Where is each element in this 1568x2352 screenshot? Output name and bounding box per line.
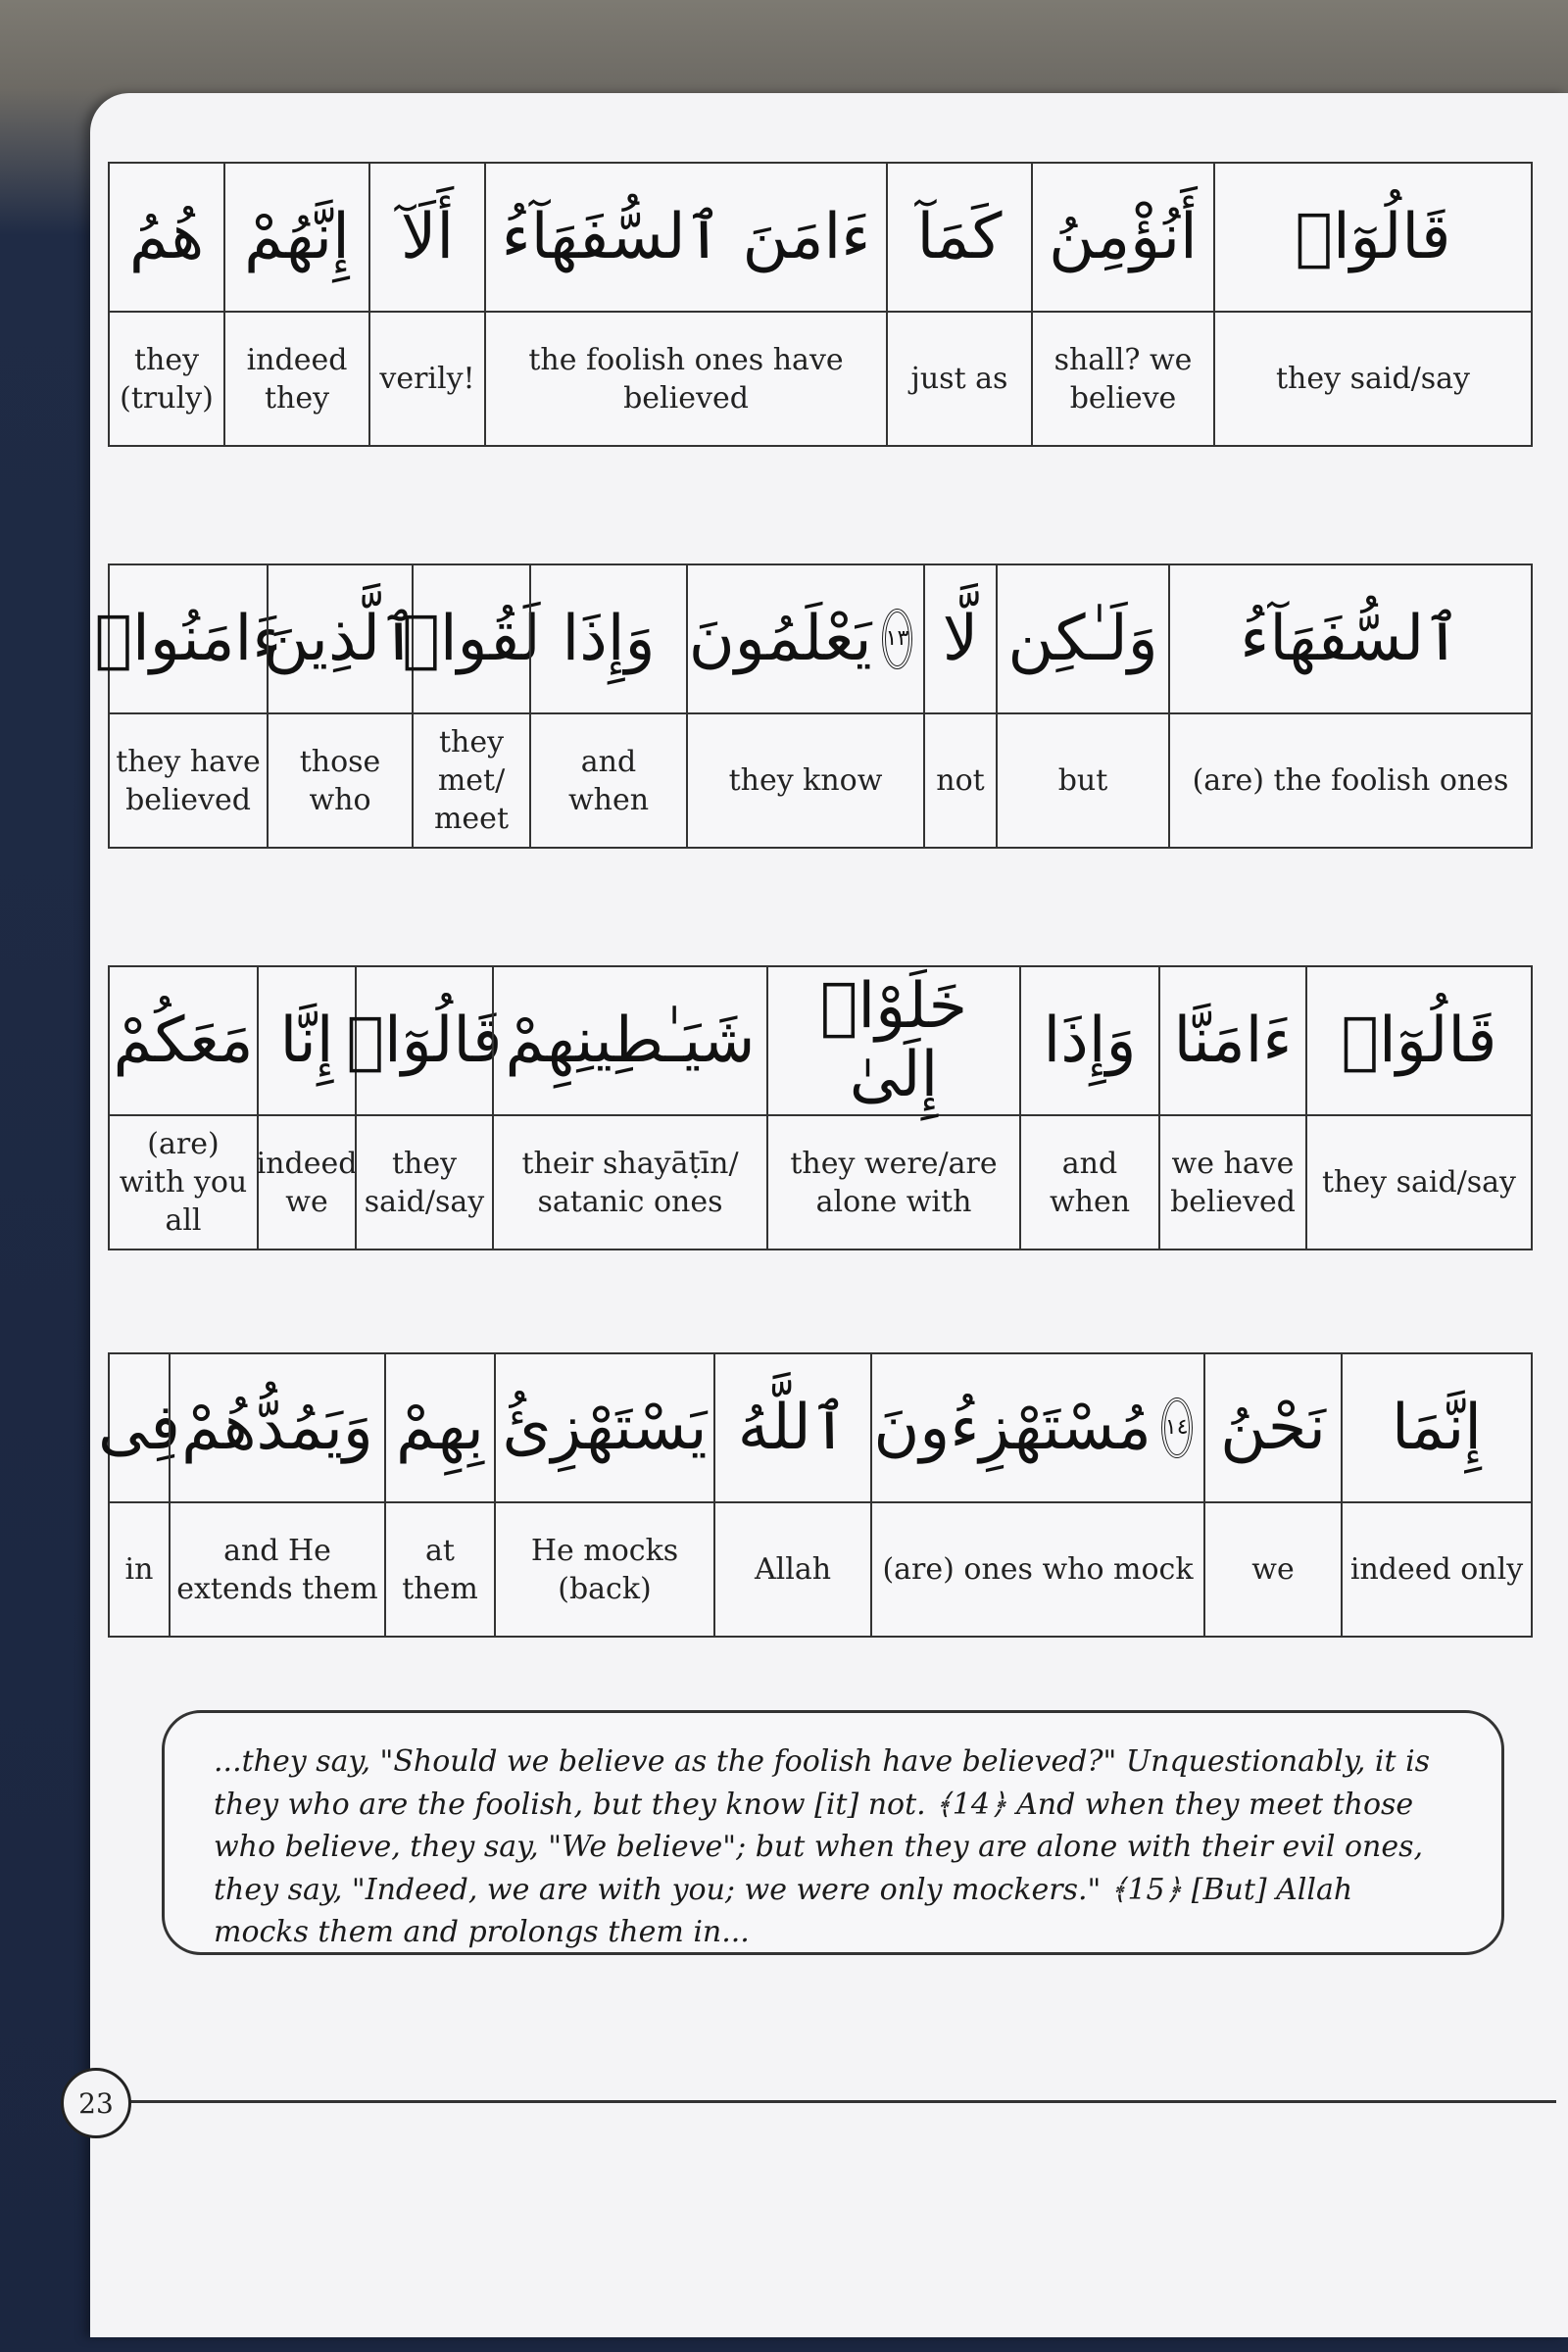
english-gloss: but [996, 714, 1168, 847]
arabic-word: لَقُوا۟ [412, 565, 529, 712]
english-gloss: He mocks (back) [494, 1503, 713, 1636]
verse-number-marker: ١٣ [882, 609, 913, 669]
arabic-word: بِهِمْ [384, 1354, 494, 1501]
arabic-word: مَعَكُمْ [113, 1004, 254, 1077]
english-gloss: they said/say [1305, 1116, 1531, 1249]
english-row [110, 313, 1531, 445]
footer-rule [125, 2100, 1556, 2103]
english-gloss: and when [529, 714, 686, 847]
arabic-word: إِنَّا [257, 967, 355, 1114]
english-gloss: indeed only [1341, 1503, 1531, 1636]
word-table-2 [94, 564, 1533, 849]
english-gloss: we have believed [1158, 1116, 1305, 1249]
arabic-word: مُسْتَهْزِءُونَ [873, 1391, 1152, 1464]
arabic-word: قَالُوٓا۟ [355, 967, 492, 1114]
english-gloss: indeed we [257, 1116, 355, 1249]
english-gloss: we [1203, 1503, 1341, 1636]
arabic-word: وَيَمُدُّهُمْ [169, 1354, 384, 1501]
arabic-word: ٱلَّذِينَ [267, 565, 412, 712]
arabic-word: ٱللَّهُ [713, 1354, 870, 1501]
arabic-word: قَالُوٓا۟ [1213, 164, 1531, 311]
arabic-word: فِى [98, 1391, 180, 1464]
arabic-word: هُمُ [128, 200, 205, 273]
word-table-1 [108, 162, 1533, 447]
english-row [110, 714, 1531, 847]
english-gloss: at them [384, 1503, 494, 1636]
arabic-word: كَمَآ [886, 164, 1031, 311]
english-gloss: just as [886, 313, 1031, 445]
english-gloss: they met/ meet [412, 714, 529, 847]
english-gloss: shall? we believe [1031, 313, 1213, 445]
arabic-word: أَلَآ [368, 164, 484, 311]
english-gloss: they know [686, 714, 923, 847]
english-gloss: (are) the foolish ones [1168, 714, 1531, 847]
arabic-row [98, 1354, 1531, 1503]
arabic-word: أَنُؤْمِنُ [1031, 164, 1213, 311]
english-row [110, 1503, 1531, 1636]
translation-note-box [162, 1710, 1504, 1955]
verse-number-marker: ١٤ [1161, 1397, 1193, 1458]
english-gloss: and He extends them [169, 1503, 384, 1636]
arabic-row [94, 565, 1531, 714]
english-gloss: those who [267, 714, 412, 847]
english-gloss: not [923, 714, 996, 847]
word-table-4 [98, 1352, 1533, 1638]
arabic-word: إِنَّهُمْ [223, 164, 368, 311]
english-gloss: indeed they [223, 313, 368, 445]
english-row [110, 1116, 1531, 1249]
arabic-word: شَيَـٰطِينِهِمْ [492, 967, 766, 1114]
arabic-word-with-verse-marker [870, 1354, 1203, 1501]
english-gloss: they (truly) [120, 342, 214, 416]
word-table-3 [108, 965, 1533, 1250]
english-gloss: their shayāṭīn/ satanic ones [492, 1116, 766, 1249]
english-gloss: (are) ones who mock [870, 1503, 1203, 1636]
arabic-word: قَالُوٓا۟ [1305, 967, 1531, 1114]
english-gloss: verily! [368, 313, 484, 445]
english-gloss: the foolish ones have believed [484, 313, 886, 445]
arabic-word: ءَامَنَّا [1158, 967, 1305, 1114]
arabic-word: ءَامَنُوا۟ [94, 602, 282, 675]
english-gloss: they were/are alone with [766, 1116, 1019, 1249]
arabic-word: خَلَوْا۟ إِلَىٰ [766, 967, 1019, 1114]
english-gloss: they have believed [116, 744, 261, 817]
arabic-word: إِنَّمَا [1341, 1354, 1531, 1501]
english-gloss: Allah [713, 1503, 870, 1636]
english-gloss: they said/say [355, 1116, 492, 1249]
english-gloss: they said/say [1213, 313, 1531, 445]
translation-text: ...they say, "Should we believe as the foolish have believed?" Unquestionably, it is they who are the foolish, but they know [it] not. ﴾14﴿ And when they meet those who believe, they say, "We believe"; but when they are alone with their evil ones, they say, "Indeed, we are with you; we were only mockers." ﴾15﴿ [But] Allah mocks them and prolongs them in... [214, 1744, 1431, 1949]
english-gloss: in [124, 1552, 154, 1587]
arabic-word: لَّا [923, 565, 996, 712]
arabic-word: وَإِذَا [1019, 967, 1158, 1114]
arabic-word: وَإِذَا [529, 565, 686, 712]
arabic-word: يَسْتَهْزِئُ [494, 1354, 713, 1501]
english-gloss: (are) with you all [119, 1127, 248, 1238]
arabic-word: ءَامَنَ ٱلسُّفَهَآءُ [484, 164, 886, 311]
arabic-word: وَلَـٰكِن [996, 565, 1168, 712]
arabic-row [110, 164, 1531, 313]
arabic-word: ٱلسُّفَهَآءُ [1168, 565, 1531, 712]
arabic-word-with-verse-marker [686, 565, 923, 712]
english-gloss: and when [1019, 1116, 1158, 1249]
arabic-word: يَعْلَمُونَ [688, 602, 872, 675]
arabic-word: نَحْنُ [1203, 1354, 1341, 1501]
page-number: 23 [61, 2068, 131, 2138]
arabic-row [110, 967, 1531, 1116]
